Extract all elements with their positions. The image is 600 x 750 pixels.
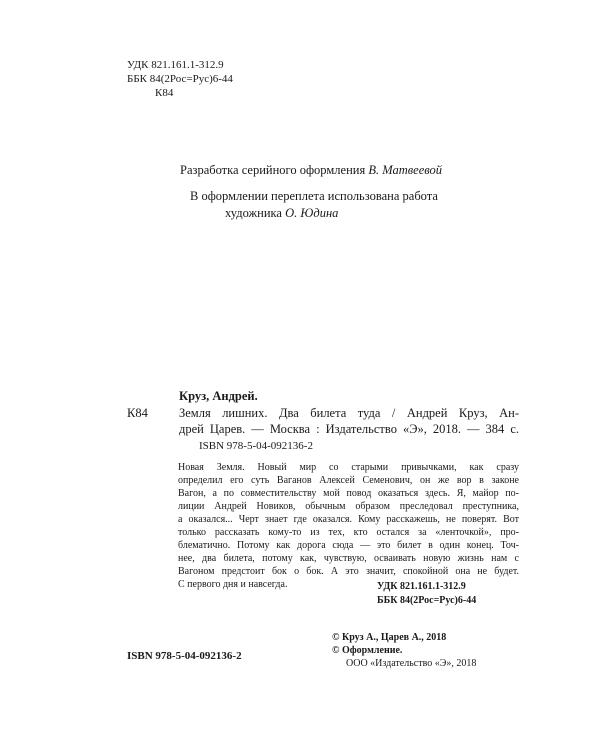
catalog-title-line1: Земля лишних. Два билета туда / Андрей Круз, Ан-	[179, 406, 519, 420]
bottom-isbn: ISBN 978-5-04-092136-2	[127, 650, 242, 662]
annotation-line: только рассказать кому-то из тех, кто остался за «ленточкой», про-	[178, 527, 519, 538]
annotation-line: Вагоном предстоит бок о бок. А это значит, спокойной она не будет.	[178, 566, 519, 577]
series-design-text: Разработка серийного оформления	[180, 163, 366, 177]
copyright-design: © Оформление.	[332, 645, 403, 656]
catalog-bbk: ББК 84(2Рос=Рус)6-44	[377, 595, 477, 606]
annotation-line: Вагон, а по совместительству мой повод оказаться здесь. Я, майор по-	[178, 488, 519, 499]
catalog-author-heading: Круз, Андрей.	[179, 389, 258, 403]
udk-code-top: УДК 821.161.1-312.9	[127, 59, 224, 71]
annotation-line: нее, два билета, потому как, чувствую, осваивать новую жизнь нам с	[178, 553, 519, 564]
catalog-side-mark: К84	[127, 406, 148, 420]
cover-credit-line2	[225, 205, 338, 222]
copyright-authors: © Круз А., Царев А., 2018	[332, 632, 447, 643]
annotation-line: Новая Земля. Новый мир со старыми привычками, как сразу	[178, 462, 519, 473]
annotation-line: блематично. Потому как дорога сюда — это билет в один конец. Точ-	[178, 540, 519, 551]
bbk-code-top: ББК 84(2Рос=Рус)6-44	[127, 73, 233, 85]
copyright-publisher: ООО «Издательство «Э», 2018	[346, 658, 477, 669]
annotation-line: а оказался... Черт знает где оказался. Кому расскажешь, не поверят. Вот	[178, 514, 519, 525]
series-design-author: В. Матвеевой	[368, 163, 443, 177]
series-design-credit	[180, 162, 442, 179]
annotation-line: определил его суть Ваганов Алексей Семенович, он же вор в законе	[178, 475, 519, 486]
catalog-isbn: ISBN 978-5-04-092136-2	[199, 440, 313, 452]
cover-credit-text: художника	[225, 206, 282, 220]
annotation-line: С первого дня и навсегда.	[178, 579, 288, 590]
catalog-annotation	[178, 461, 519, 601]
annotation-line: лиции Андрей Новиков, обычным образом преследовал преступника,	[178, 501, 519, 512]
cover-credit-line1: В оформлении переплета использована работа	[190, 189, 438, 203]
catalog-title-line2: дрей Царев. — Москва : Издательство «Э», 2018. — 384 с.	[179, 422, 519, 436]
catalog-udk: УДК 821.161.1-312.9	[377, 581, 466, 592]
author-mark-top: К84	[155, 87, 174, 99]
cover-credit-author: О. Юдина	[285, 206, 339, 220]
